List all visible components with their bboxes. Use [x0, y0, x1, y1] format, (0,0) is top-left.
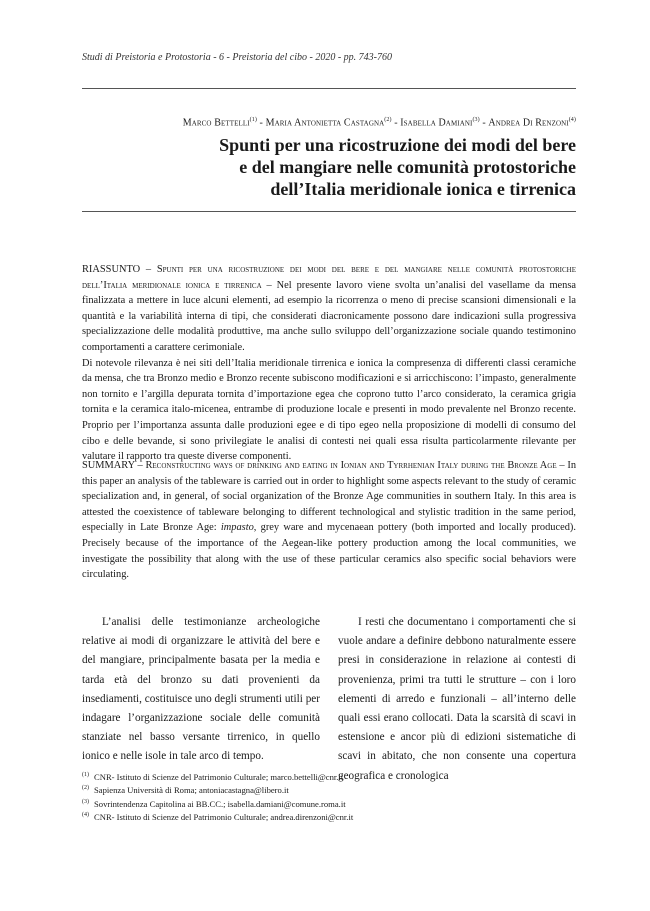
footnote-mark: (3) [82, 798, 89, 805]
riassunto-text: Nel presente lavoro viene svolta un’analisi del vasellame da mensa finalizzata a mettere in luce alcuni elementi, ad esempio la ricorrenza o meno di precise scansioni dimensionali e la quantità e la variabilità interna di tipi, che considerati diacronicamente possono dare indicazioni sulla progressiva specializzazione delle modalità produttive, ma anche sullo sviluppo dell’organizzazione sociale quando testimonino comportamenti a carattere cerimoniale. [82, 279, 576, 353]
riassunto-label: RIASSUNTO [82, 264, 141, 275]
riassunto-heading: Spunti per una ricostruzione dei modi del bere e del mangiare nelle comunità protostoriche dell’Italia meridionale ionica e tirrenica [82, 264, 577, 291]
footnote-mark: (1) [82, 772, 89, 778]
author-name: Andrea Di Renzoni [488, 117, 569, 129]
footnote [82, 810, 576, 823]
summary-text: , grey ware and mycenaean pottery (both imported and locally produced). Precisely because of the importance of the Aegean-like pottery production among the local communities, we investigate the possibility that along with the use of these particular ceramics also specific social behaviors were circulating. [82, 522, 576, 581]
riassunto-paragraph [82, 356, 576, 465]
title-line: Spunti per una ricostruzione dei modi del bere [219, 135, 576, 155]
body-paragraph: L’analisi delle testimonianze archeologiche relative ai modi di organizzare le attività del bere e del mangiare, principalmente basata per la media e tarda età del bronzo su dati provenienti da insediamenti, costituisce uno degli strumenti utili per indagare l’organizzazione sociale delle comunità stanziate nel basso versante tirrenico, in quello ionico e nelle isole in tale arco di tempo. [82, 616, 320, 763]
author-affiliation-mark: (2) [384, 117, 392, 123]
body-paragraph: I resti che documentano i comportamenti che si vuole andare a definire debbono naturalmente essere presi in considerazione in relazione ai contesti di provenienza, primi tra tutti le strutture – con i loro elementi di arredo e funzionali – all’interno delle quali essi erano collocati. Data la scarsità di scavi in estensione e ancor più di edizioni sistematiche di scavi in abitato, che non consente una copertura geografica e cronologica [338, 616, 576, 782]
riassunto-paragraph: RIASSUNTO – Spunti per una ricostruzione dei modi del bere e del mangiare nelle comunità protostoriche dell’Italia meridionale ionica e tirrenica – Nel presente lavoro viene svolta un’analisi del vasellame da mensa finalizzata a mettere in luce alcuni elementi, ad esempio la ricorrenza o meno di precise scansioni dimensionali e la quantità e la variabilità interna di tipi, che considerati diacronicamente possono dare indicazioni sulla progressiva specializzazione delle modalità produttive, ma anche sullo sviluppo dell’organizzazione sociale quando testimonino comportamenti a carattere cerimoniale. [82, 264, 577, 353]
footnote [82, 783, 576, 796]
author-separator: - [256, 117, 266, 129]
author-name: Maria Antonietta Castagna [265, 117, 385, 129]
footnote-text: Sovrintendenza Capitolina ai BB.CC.; isabella.damiani@comune.roma.it [94, 798, 346, 809]
author-separator: - [479, 117, 489, 129]
footnote-text: Sapienza Università di Roma; antoniacastagna@libero.it [94, 785, 289, 796]
running-head: Studi di Preistoria e Protostoria - 6 - Preistoria del cibo - 2020 - pp. 743-760 [82, 52, 392, 63]
author-affiliation-mark: (3) [472, 117, 480, 123]
author-affiliation-mark: (4) [568, 117, 576, 123]
riassunto-text: Di notevole rilevanza è nei siti dell’Italia meridionale tirrenica e ionica la compresenza di differenti classi ceramiche da mensa, che tra Bronzo medio e Bronzo recente subiscono modificazioni e si arricchiscono: l’impasto, generalmente non tornito e l’argilla depurata tornita d’importazione egea che coprono tutto l’arco considerato, la ceramica grigia tornita e la ceramica italo-micenea, entrambe di produzione locale e presenti in modo prevalente nel Bronzo recente. Proprio per l’importanza assunta dalle produzioni egee e di tipo egeo nella proposizione di modelli di consumo del cibo e delle bevande, si sono privilegiate le analisi di contesti nei quali essa risulta particolarmente rilevante per valutare il rapporto tra queste diverse componenti. [82, 357, 576, 463]
footnote-text: CNR- Istituto di Scienze del Patrimonio Culturale; andrea.direnzoni@cnr.it [94, 811, 354, 822]
body-column-left [82, 613, 320, 767]
title-line: e del mangiare nelle comunità protostoriche [239, 157, 576, 177]
paper-title [82, 134, 576, 200]
author-affiliation-mark: (1) [249, 117, 257, 123]
title-line: dell’Italia meridionale ionica e tirrenica [270, 179, 576, 199]
header-rule [82, 88, 576, 89]
body-column-right [338, 613, 576, 786]
footnote [82, 797, 576, 810]
author-line [82, 117, 576, 128]
author-separator: - [391, 117, 401, 129]
author-name: Isabella Damiani [400, 117, 473, 129]
summary-text: In this paper an analysis of the tableware is carried out in order to highlight some aspects relevant to the study of ceramic specialization and, in general, of social organization of the Bronze Age communities in southern Italy. In this area is attested the coexistence of tableware belonging to different technological and stylistic tradition in the same period, especially in Late Bronze Age: [82, 460, 577, 534]
footnote-text: CNR- Istituto di Scienze del Patrimonio Culturale; marco.bettelli@cnr.it [94, 771, 344, 782]
footnote-mark: (4) [82, 811, 89, 818]
summary-heading: Reconstructing ways of drinking and eating in Ionian and Tyrrhenian Italy during the Bronze Age [145, 460, 557, 471]
summary-paragraph: SUMMARY – Reconstructing ways of drinking and eating in Ionian and Tyrrhenian Italy during the Bronze Age – In this paper an analysis of the tableware is carried out in order to highlight some aspects relevant to the study of ceramic specialization and, in general, of social organization of the Bronze Age communities in southern Italy. In this area is attested the coexistence of tableware belonging to different technological and stylistic tradition in the same period, especially in Late Bronze Age: impasto, grey ware and mycenaean pottery (both imported and locally produced). Precisely because of the importance of the Aegean-like pottery production among the local communities, we investigate the possibility that along with the use of these particular ceramics also specific social behaviors were circulating. [82, 460, 577, 581]
summary-abstract [82, 458, 576, 583]
summary-italic-term: impasto [220, 522, 254, 534]
footnotes [82, 770, 576, 823]
footnote [82, 770, 576, 783]
riassunto-abstract [82, 262, 576, 465]
author-name: Marco Bettelli [182, 117, 250, 129]
title-rule [82, 211, 576, 212]
summary-label: SUMMARY [82, 460, 135, 471]
footnote-mark: (2) [82, 785, 89, 792]
